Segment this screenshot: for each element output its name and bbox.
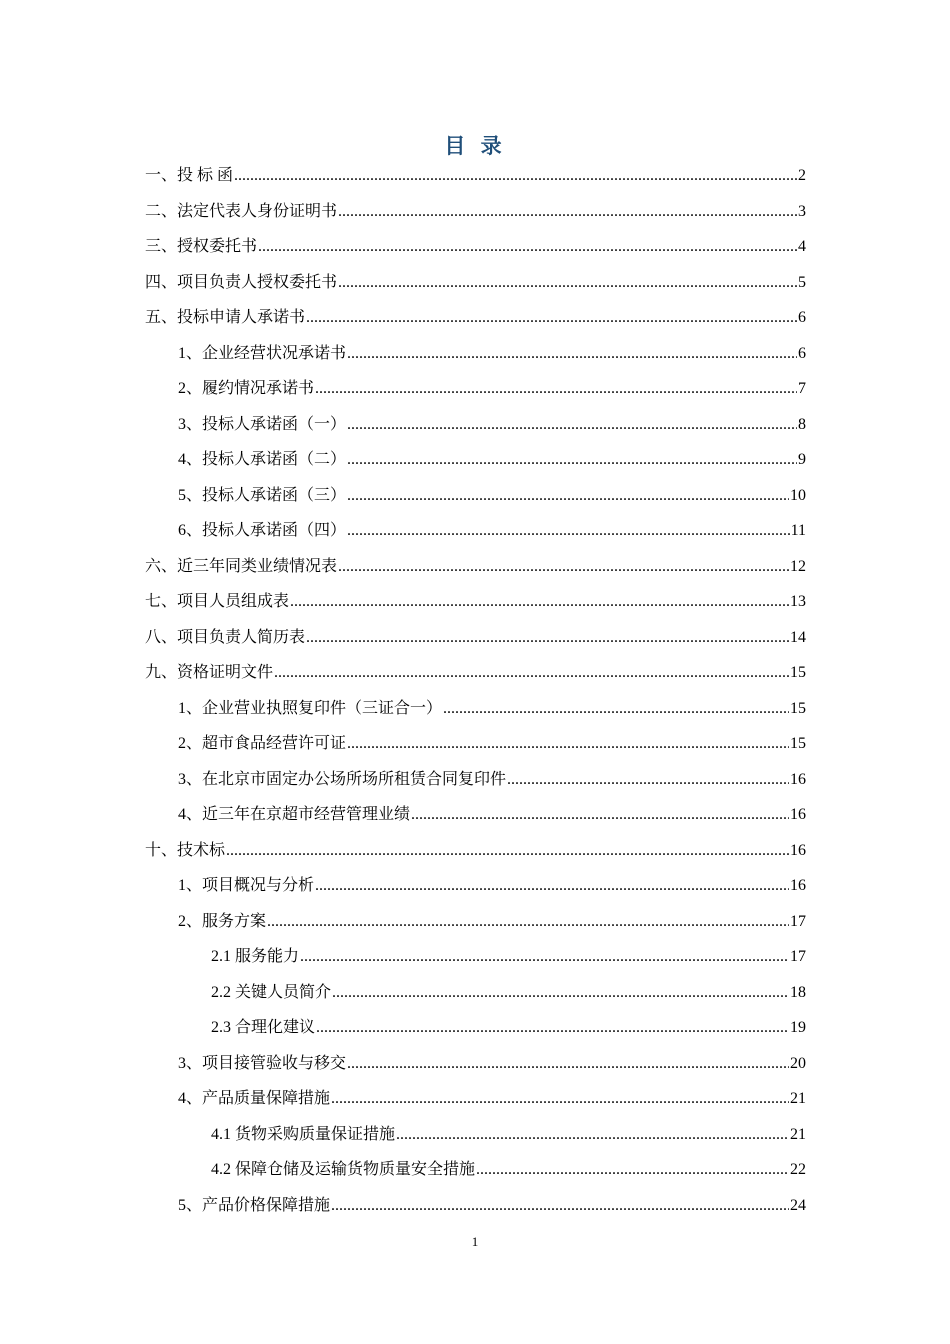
- toc-entry[interactable]: [145, 655, 806, 691]
- toc-entry-title: 2、超市食品经营许可证: [178, 735, 347, 752]
- toc-entry-title: 4、近三年在京超市经营管理业绩: [178, 806, 411, 823]
- toc-entry-title: 八、项目负责人简历表: [145, 628, 306, 646]
- toc-entry-page: 19: [790, 1019, 806, 1036]
- toc-entry-title: 四、项目负责人授权委托书: [145, 273, 338, 291]
- toc-entry[interactable]: [145, 1117, 806, 1153]
- toc-entry-page: 14: [790, 628, 806, 646]
- toc-entry-page: 9: [798, 451, 806, 468]
- toc-entry-title: 1、企业营业执照复印件（三证合一）: [178, 699, 443, 717]
- toc-entry-title: 4.2 保障仓储及运输货物质量安全措施: [211, 1161, 476, 1178]
- toc-entry[interactable]: [145, 549, 806, 585]
- toc-leader-dots: [290, 584, 789, 620]
- toc-entry[interactable]: [145, 726, 806, 762]
- toc-title: 目 录: [444, 134, 506, 158]
- toc-leader-dots: [258, 229, 797, 265]
- toc-leader-dots: [347, 726, 789, 762]
- toc-entry-page: 11: [790, 522, 806, 539]
- toc-leader-dots: [306, 300, 797, 336]
- toc-entry-title: 十、技术标: [145, 841, 226, 859]
- toc-entry-title: 2.1 服务能力: [211, 948, 300, 965]
- toc-entry-title: 5、产品价格保障措施: [178, 1196, 331, 1214]
- toc-entry[interactable]: [145, 194, 806, 230]
- toc-leader-dots: [338, 549, 789, 585]
- toc-entry-title: 2.2 关键人员简介: [211, 983, 332, 1001]
- toc-leader-dots: [274, 655, 789, 691]
- toc-leader-dots: [347, 442, 797, 478]
- toc-leader-dots: [315, 868, 789, 904]
- toc-entry[interactable]: [145, 1010, 806, 1046]
- toc-leader-dots: [347, 336, 797, 372]
- toc-entry-title: 1、项目概况与分析: [178, 877, 315, 894]
- toc-entry-title: 3、在北京市固定办公场所场所租赁合同复印件: [178, 770, 507, 788]
- toc-entry-title: 6、投标人承诺函（四）: [178, 522, 347, 539]
- toc-entry-page: 17: [790, 912, 806, 930]
- toc-entry-title: 五、投标申请人承诺书: [145, 309, 306, 326]
- toc-entry-page: 10: [790, 486, 806, 504]
- toc-entry[interactable]: [145, 407, 806, 443]
- toc-entry-page: 16: [790, 770, 806, 788]
- toc-entry[interactable]: [145, 1188, 806, 1224]
- toc-entry-page: 6: [798, 309, 806, 326]
- toc-entry[interactable]: [145, 833, 806, 869]
- toc-entry-page: 6: [798, 344, 806, 362]
- toc-entry[interactable]: [145, 868, 806, 904]
- toc-leader-dots: [411, 797, 789, 833]
- toc-entry[interactable]: [145, 620, 806, 656]
- page-number: 1: [471, 1234, 479, 1249]
- toc-entry-title: 2、服务方案: [178, 912, 267, 930]
- toc-entry[interactable]: [145, 300, 806, 336]
- toc-entry-page: 2: [798, 167, 806, 184]
- toc-leader-dots: [331, 1081, 789, 1117]
- toc-leader-dots: [396, 1117, 789, 1153]
- toc-entry[interactable]: [145, 1081, 806, 1117]
- toc-leader-dots: [347, 1046, 789, 1082]
- toc-entry[interactable]: [145, 691, 806, 727]
- toc-entry-title: 4.1 货物采购质量保证措施: [211, 1125, 396, 1143]
- toc-leader-dots: [315, 371, 797, 407]
- toc-entry-page: 16: [790, 877, 806, 894]
- toc-leader-dots: [316, 1010, 789, 1046]
- toc-leader-dots: [300, 939, 789, 975]
- toc-entry-page: 18: [790, 983, 806, 1001]
- toc-entry-title: 六、近三年同类业绩情况表: [145, 557, 338, 575]
- toc-entry-title: 4、投标人承诺函（二）: [178, 451, 347, 468]
- toc-entry-page: 21: [790, 1090, 806, 1107]
- toc-entry[interactable]: [145, 442, 806, 478]
- toc-leader-dots: [443, 691, 789, 727]
- toc-entry-page: 16: [790, 841, 806, 859]
- toc-entry[interactable]: [145, 1046, 806, 1082]
- toc-leader-dots: [338, 265, 797, 301]
- toc-entry-page: 24: [790, 1196, 806, 1214]
- toc-entry[interactable]: [145, 371, 806, 407]
- toc-entry[interactable]: [145, 584, 806, 620]
- toc-entry-page: 5: [798, 273, 806, 291]
- toc-entry-title: 三、授权委托书: [145, 238, 258, 255]
- toc-entry-title: 1、企业经营状况承诺书: [178, 344, 347, 362]
- toc-leader-dots: [331, 1188, 789, 1224]
- toc-entry-title: 二、法定代表人身份证明书: [145, 202, 338, 220]
- toc-leader-dots: [347, 478, 789, 514]
- toc-leader-dots: [507, 762, 789, 798]
- toc-entry-page: 12: [790, 557, 806, 575]
- toc-entry-title: 九、资格证明文件: [145, 664, 274, 681]
- toc-leader-dots: [332, 975, 789, 1011]
- toc-entry[interactable]: [145, 1152, 806, 1188]
- toc-leader-dots: [476, 1152, 789, 1188]
- toc-leader-dots: [234, 158, 797, 194]
- toc-entry-page: 22: [790, 1161, 806, 1178]
- toc-entry-page: 13: [790, 593, 806, 610]
- toc-entry[interactable]: [145, 336, 806, 372]
- toc-entry[interactable]: [145, 158, 806, 194]
- toc-entry[interactable]: [145, 904, 806, 940]
- toc-entry-title: 3、项目接管验收与移交: [178, 1054, 347, 1072]
- toc-entry-page: 15: [790, 699, 806, 717]
- toc-entry-page: 15: [790, 664, 806, 681]
- toc-entry[interactable]: [145, 939, 806, 975]
- toc-entry-title: 3、投标人承诺函（一）: [178, 415, 347, 433]
- toc-entry-page: 15: [790, 735, 806, 752]
- toc-entry[interactable]: [145, 229, 806, 265]
- toc-entry-page: 3: [798, 202, 806, 220]
- toc-leader-dots: [347, 407, 797, 443]
- toc-entry[interactable]: [145, 762, 806, 798]
- toc-entry[interactable]: [145, 265, 806, 301]
- toc-entry-page: 8: [798, 415, 806, 433]
- toc-entry-title: 2、履约情况承诺书: [178, 380, 315, 397]
- toc-leader-dots: [347, 513, 790, 549]
- toc-leader-dots: [267, 904, 789, 940]
- toc-entry-title: 5、投标人承诺函（三）: [178, 486, 347, 504]
- toc-leader-dots: [226, 833, 789, 869]
- toc-entry[interactable]: [145, 975, 806, 1011]
- toc-entry-page: 17: [790, 948, 806, 965]
- toc-entry-title: 2.3 合理化建议: [211, 1019, 316, 1036]
- toc-entry-page: 7: [798, 380, 806, 397]
- toc-entry-title: 七、项目人员组成表: [145, 593, 290, 610]
- toc-entry[interactable]: [145, 478, 806, 514]
- toc-entry-page: 21: [790, 1125, 806, 1143]
- table-of-contents: [145, 158, 806, 1223]
- toc-entry-page: 20: [790, 1054, 806, 1072]
- toc-leader-dots: [338, 194, 797, 230]
- toc-entry-title: 4、产品质量保障措施: [178, 1090, 331, 1107]
- toc-entry-page: 4: [798, 238, 806, 255]
- toc-entry-page: 16: [790, 806, 806, 823]
- toc-leader-dots: [306, 620, 789, 656]
- toc-entry[interactable]: [145, 513, 806, 549]
- toc-entry-title: 一、投 标 函: [145, 167, 234, 184]
- toc-entry[interactable]: [145, 797, 806, 833]
